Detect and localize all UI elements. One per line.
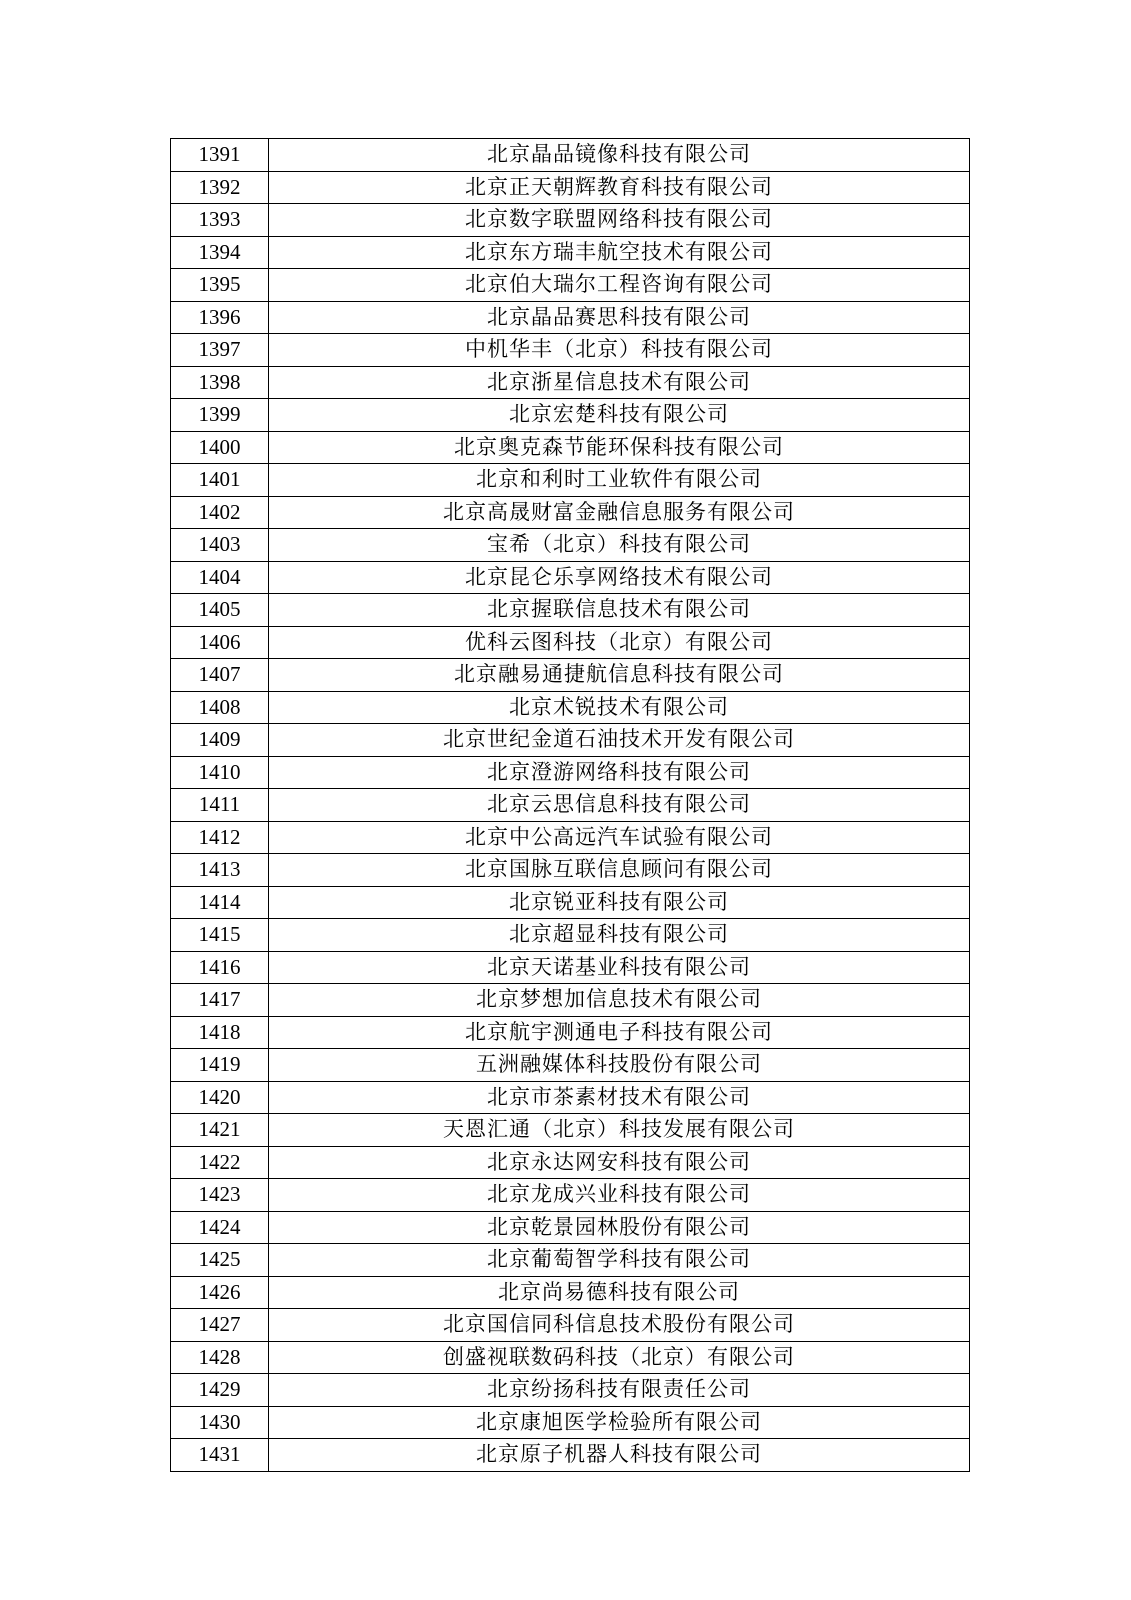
company-name-cell: 北京超显科技有限公司 (269, 919, 970, 952)
table-row (171, 789, 970, 822)
company-name-cell: 北京永达网安科技有限公司 (269, 1146, 970, 1179)
company-name-cell: 北京东方瑞丰航空技术有限公司 (269, 236, 970, 269)
table-row (171, 1114, 970, 1147)
row-number-cell: 1413 (171, 854, 269, 887)
company-name-cell: 北京锐亚科技有限公司 (269, 886, 970, 919)
table-row (171, 1049, 970, 1082)
table-row (171, 139, 970, 172)
row-number-cell: 1396 (171, 301, 269, 334)
table-row (171, 269, 970, 302)
table-row (171, 1406, 970, 1439)
row-number-cell: 1399 (171, 399, 269, 432)
row-number-cell: 1425 (171, 1244, 269, 1277)
table-row (171, 984, 970, 1017)
table-row (171, 1439, 970, 1472)
row-number-cell: 1412 (171, 821, 269, 854)
row-number-cell: 1393 (171, 204, 269, 237)
table-row (171, 1309, 970, 1342)
row-number-cell: 1424 (171, 1211, 269, 1244)
company-name-cell: 北京国脉互联信息顾问有限公司 (269, 854, 970, 887)
row-number-cell: 1404 (171, 561, 269, 594)
row-number-cell: 1417 (171, 984, 269, 1017)
row-number-cell: 1392 (171, 171, 269, 204)
table-row (171, 594, 970, 627)
company-name-cell: 北京市茶素材技术有限公司 (269, 1081, 970, 1114)
row-number-cell: 1401 (171, 464, 269, 497)
company-name-cell: 北京和利时工业软件有限公司 (269, 464, 970, 497)
row-number-cell: 1400 (171, 431, 269, 464)
company-name-cell: 北京握联信息技术有限公司 (269, 594, 970, 627)
row-number-cell: 1421 (171, 1114, 269, 1147)
table-row (171, 854, 970, 887)
table-row (171, 1276, 970, 1309)
table-row (171, 1244, 970, 1277)
table-row (171, 561, 970, 594)
company-name-cell: 北京世纪金道石油技术开发有限公司 (269, 724, 970, 757)
table-row (171, 1374, 970, 1407)
table-row (171, 1211, 970, 1244)
company-name-cell: 北京浙星信息技术有限公司 (269, 366, 970, 399)
company-list-table (170, 138, 970, 1472)
row-number-cell: 1391 (171, 139, 269, 172)
company-name-cell: 北京葡萄智学科技有限公司 (269, 1244, 970, 1277)
table-row (171, 659, 970, 692)
row-number-cell: 1430 (171, 1406, 269, 1439)
company-name-cell: 北京云思信息科技有限公司 (269, 789, 970, 822)
row-number-cell: 1422 (171, 1146, 269, 1179)
row-number-cell: 1405 (171, 594, 269, 627)
company-name-cell: 北京航宇测通电子科技有限公司 (269, 1016, 970, 1049)
company-name-cell: 北京国信同科信息技术股份有限公司 (269, 1309, 970, 1342)
row-number-cell: 1394 (171, 236, 269, 269)
row-number-cell: 1418 (171, 1016, 269, 1049)
table-row (171, 886, 970, 919)
table-row (171, 529, 970, 562)
table-row (171, 626, 970, 659)
row-number-cell: 1397 (171, 334, 269, 367)
row-number-cell: 1429 (171, 1374, 269, 1407)
row-number-cell: 1409 (171, 724, 269, 757)
table-row (171, 204, 970, 237)
company-name-cell: 北京晶品镜像科技有限公司 (269, 139, 970, 172)
company-name-cell: 北京梦想加信息技术有限公司 (269, 984, 970, 1017)
table-row (171, 1146, 970, 1179)
table-row (171, 724, 970, 757)
company-name-cell: 北京晶品赛思科技有限公司 (269, 301, 970, 334)
company-name-cell: 北京澄游网络科技有限公司 (269, 756, 970, 789)
company-name-cell: 北京昆仑乐享网络技术有限公司 (269, 561, 970, 594)
company-list-body (171, 139, 970, 1472)
table-row (171, 919, 970, 952)
table-row (171, 691, 970, 724)
row-number-cell: 1403 (171, 529, 269, 562)
row-number-cell: 1427 (171, 1309, 269, 1342)
company-name-cell: 北京融易通捷航信息科技有限公司 (269, 659, 970, 692)
row-number-cell: 1411 (171, 789, 269, 822)
company-name-cell: 北京高晟财富金融信息服务有限公司 (269, 496, 970, 529)
table-row (171, 1016, 970, 1049)
company-name-cell: 北京龙成兴业科技有限公司 (269, 1179, 970, 1212)
row-number-cell: 1419 (171, 1049, 269, 1082)
company-name-cell: 北京乾景园林股份有限公司 (269, 1211, 970, 1244)
row-number-cell: 1431 (171, 1439, 269, 1472)
company-name-cell: 北京宏楚科技有限公司 (269, 399, 970, 432)
company-name-cell: 北京天诺基业科技有限公司 (269, 951, 970, 984)
table-row (171, 171, 970, 204)
row-number-cell: 1395 (171, 269, 269, 302)
company-name-cell: 北京中公高远汽车试验有限公司 (269, 821, 970, 854)
table-row (171, 301, 970, 334)
row-number-cell: 1402 (171, 496, 269, 529)
table-row (171, 951, 970, 984)
company-name-cell: 北京尚易德科技有限公司 (269, 1276, 970, 1309)
table-row (171, 756, 970, 789)
table-row (171, 431, 970, 464)
row-number-cell: 1407 (171, 659, 269, 692)
table-row (171, 236, 970, 269)
company-name-cell: 五洲融媒体科技股份有限公司 (269, 1049, 970, 1082)
company-name-cell: 北京术锐技术有限公司 (269, 691, 970, 724)
row-number-cell: 1406 (171, 626, 269, 659)
company-name-cell: 北京原子机器人科技有限公司 (269, 1439, 970, 1472)
row-number-cell: 1414 (171, 886, 269, 919)
table-row (171, 496, 970, 529)
company-name-cell: 北京数字联盟网络科技有限公司 (269, 204, 970, 237)
row-number-cell: 1420 (171, 1081, 269, 1114)
table-row (171, 464, 970, 497)
row-number-cell: 1423 (171, 1179, 269, 1212)
company-name-cell: 北京奥克森节能环保科技有限公司 (269, 431, 970, 464)
table-row (171, 334, 970, 367)
company-name-cell: 优科云图科技（北京）有限公司 (269, 626, 970, 659)
table-row (171, 1081, 970, 1114)
row-number-cell: 1428 (171, 1341, 269, 1374)
company-name-cell: 北京伯大瑞尔工程咨询有限公司 (269, 269, 970, 302)
company-name-cell: 中机华丰（北京）科技有限公司 (269, 334, 970, 367)
table-row (171, 366, 970, 399)
table-row (171, 1341, 970, 1374)
table-row (171, 399, 970, 432)
company-name-cell: 北京纷扬科技有限责任公司 (269, 1374, 970, 1407)
table-row (171, 1179, 970, 1212)
company-name-cell: 北京康旭医学检验所有限公司 (269, 1406, 970, 1439)
row-number-cell: 1408 (171, 691, 269, 724)
company-name-cell: 创盛视联数码科技（北京）有限公司 (269, 1341, 970, 1374)
company-name-cell: 天恩汇通（北京）科技发展有限公司 (269, 1114, 970, 1147)
company-name-cell: 北京正天朝辉教育科技有限公司 (269, 171, 970, 204)
row-number-cell: 1415 (171, 919, 269, 952)
company-name-cell: 宝希（北京）科技有限公司 (269, 529, 970, 562)
row-number-cell: 1416 (171, 951, 269, 984)
table-row (171, 821, 970, 854)
row-number-cell: 1410 (171, 756, 269, 789)
row-number-cell: 1398 (171, 366, 269, 399)
row-number-cell: 1426 (171, 1276, 269, 1309)
